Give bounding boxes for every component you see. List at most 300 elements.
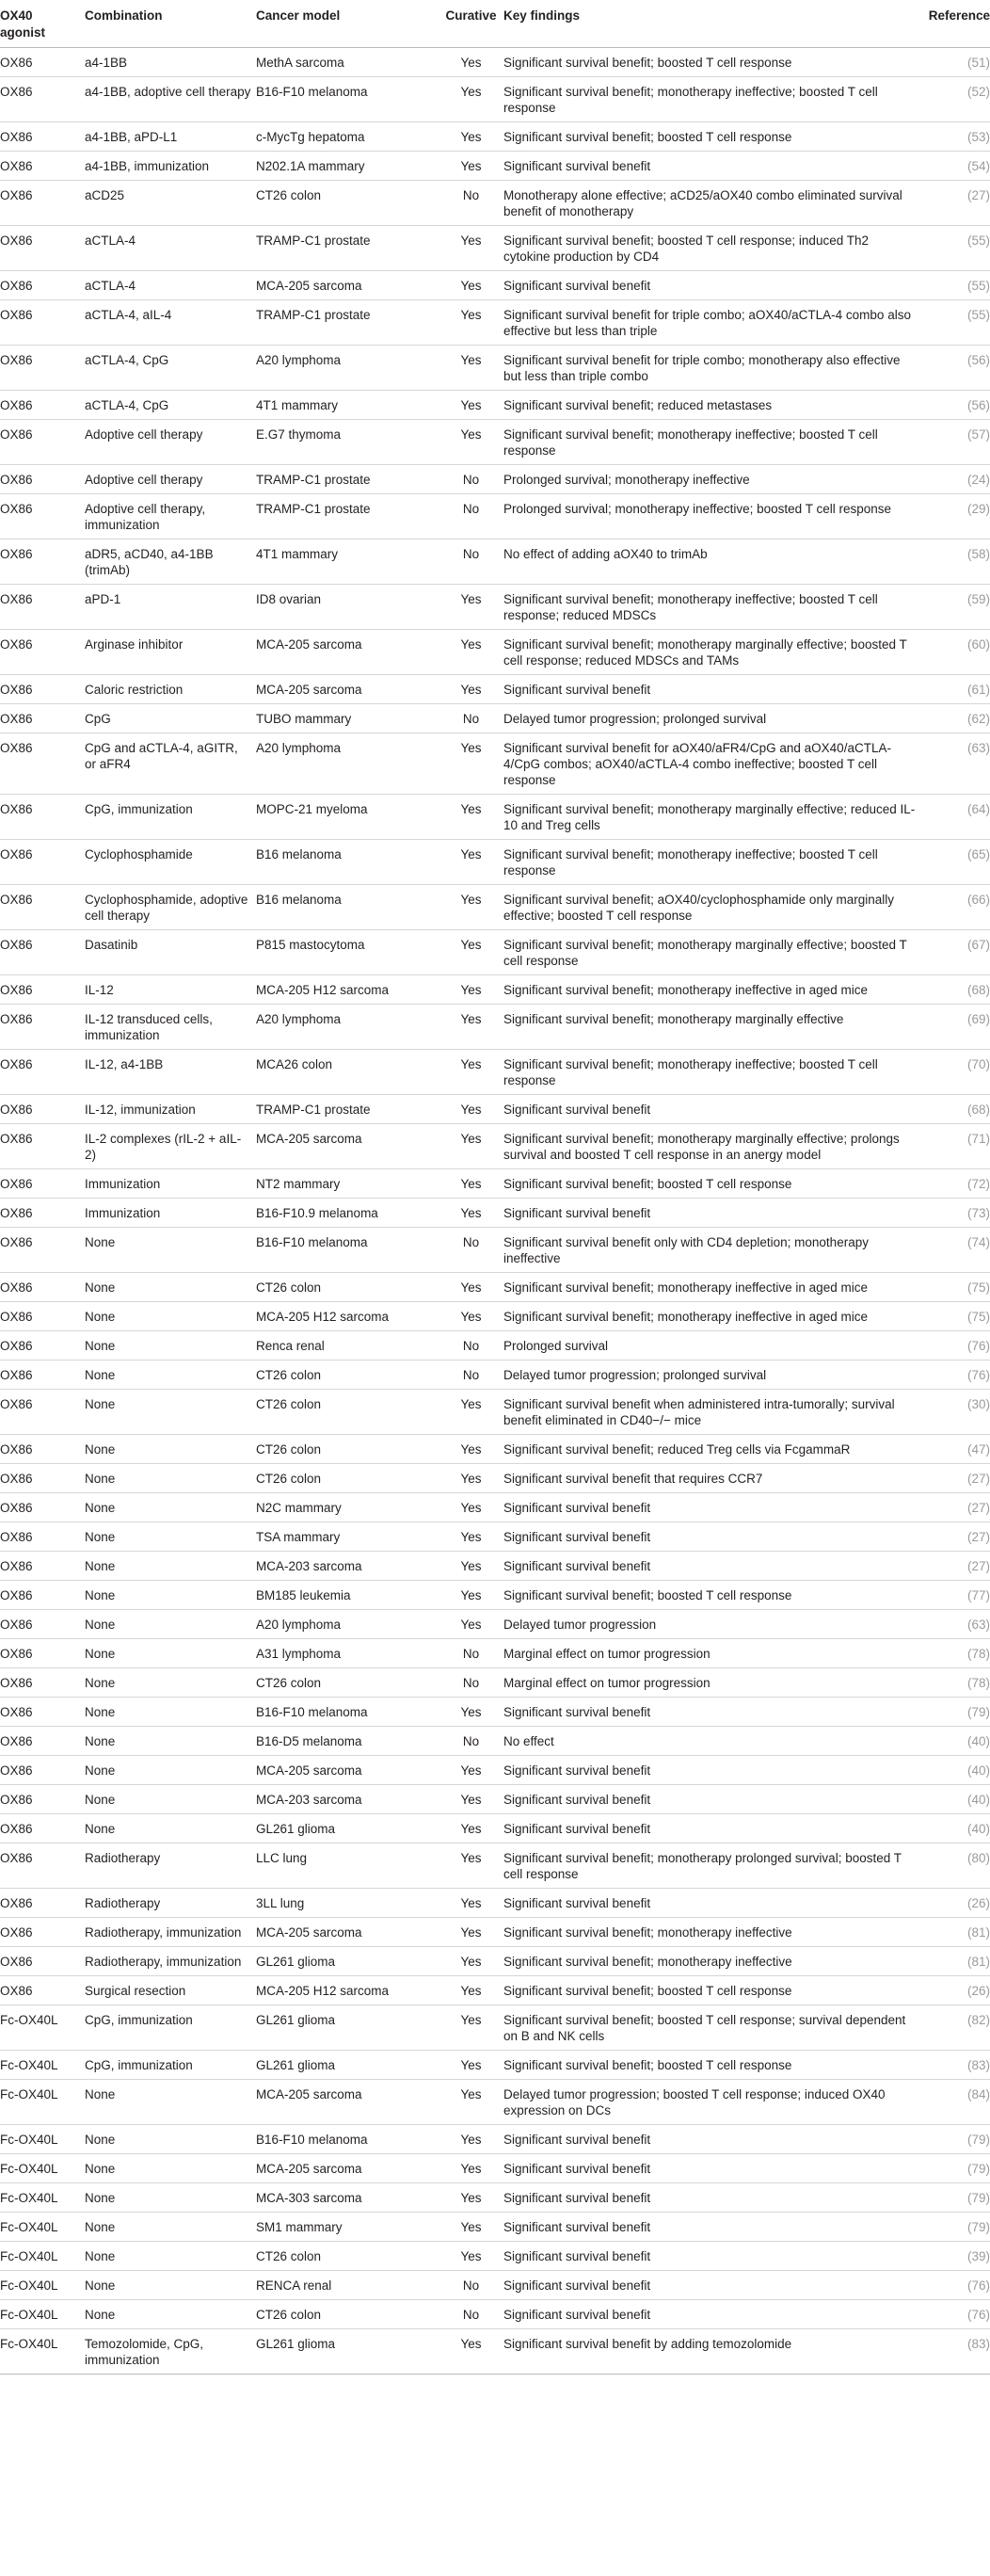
ox40-agonist-cell: OX86 [0,975,85,1005]
curative-cell: No [442,539,503,585]
reference-cell[interactable]: (82) [920,2005,990,2051]
reference-cell[interactable]: (40) [920,1756,990,1785]
ox40-agonist-cell: OX86 [0,1493,85,1522]
header-cancer-model: Cancer model [256,0,442,48]
combination-cell: None [85,1302,256,1331]
reference-cell[interactable]: (78) [920,1639,990,1668]
reference-cell[interactable]: (30) [920,1390,990,1435]
table-row [0,1552,990,1581]
table-row [0,494,990,539]
curative-cell: Yes [442,2213,503,2242]
header-row [0,0,990,48]
ox40-agonist-cell: OX86 [0,840,85,885]
combination-cell: None [85,1639,256,1668]
combination-cell: Immunization [85,1199,256,1228]
cancer-model-cell: NT2 mammary [256,1169,442,1199]
reference-cell[interactable]: (74) [920,1228,990,1273]
curative-cell: Yes [442,391,503,420]
reference-cell[interactable]: (79) [920,2125,990,2154]
reference-cell[interactable]: (81) [920,1918,990,1947]
combination-cell: None [85,1698,256,1727]
table-row [0,2125,990,2154]
ox40-agonist-cell: OX86 [0,1947,85,1976]
key-findings-cell: Significant survival benefit; monotherapy ineffective; boosted T cell response; reduced MDSCs [503,585,920,630]
curative-cell: Yes [442,1302,503,1331]
curative-cell: Yes [442,77,503,122]
combination-cell: aDR5, aCD40, a4-1BB (trimAb) [85,539,256,585]
reference-cell[interactable]: (83) [920,2329,990,2375]
reference-cell[interactable]: (27) [920,1522,990,1552]
curative-cell: Yes [442,2080,503,2125]
combination-cell: Adoptive cell therapy [85,465,256,494]
reference-cell[interactable]: (54) [920,152,990,181]
table-row [0,975,990,1005]
cancer-model-cell: E.G7 thymoma [256,420,442,465]
cancer-model-cell: MCA-205 sarcoma [256,1756,442,1785]
ox40-agonist-cell: Fc-OX40L [0,2005,85,2051]
combination-cell: Adoptive cell therapy, immunization [85,494,256,539]
cancer-model-cell: A20 lymphoma [256,1610,442,1639]
reference-cell[interactable]: (71) [920,1124,990,1169]
table-row [0,1435,990,1464]
combination-cell: None [85,1228,256,1273]
ox40-agonist-cell: Fc-OX40L [0,2242,85,2271]
cancer-model-cell: A20 lymphoma [256,346,442,391]
table-row [0,271,990,300]
table-row [0,2329,990,2375]
table-row [0,630,990,675]
ox40-agonist-cell: OX86 [0,1785,85,1814]
reference-cell[interactable]: (65) [920,840,990,885]
table-row [0,733,990,795]
curative-cell: No [442,1331,503,1360]
cancer-model-cell: MethA sarcoma [256,48,442,77]
reference-cell[interactable]: (84) [920,2080,990,2125]
table-row [0,2154,990,2183]
table-row [0,226,990,271]
cancer-model-cell: GL261 glioma [256,2051,442,2080]
curative-cell: Yes [442,346,503,391]
ox40-agonist-cell: OX86 [0,1331,85,1360]
cancer-model-cell: N2C mammary [256,1493,442,1522]
reference-cell[interactable]: (55) [920,226,990,271]
key-findings-cell: Significant survival benefit that requires CCR7 [503,1464,920,1493]
reference-cell[interactable]: (27) [920,181,990,226]
cancer-model-cell: CT26 colon [256,1273,442,1302]
combination-cell: Dasatinib [85,930,256,975]
reference-cell[interactable]: (53) [920,122,990,152]
combination-cell: None [85,1581,256,1610]
reference-cell[interactable]: (75) [920,1302,990,1331]
combination-cell: None [85,2125,256,2154]
key-findings-cell: Significant survival benefit; boosted T cell response [503,1169,920,1199]
table-row [0,1756,990,1785]
key-findings-cell: Significant survival benefit [503,1199,920,1228]
ox40-agonist-cell: OX86 [0,704,85,733]
reference-cell[interactable]: (76) [920,2300,990,2329]
curative-cell: No [442,1668,503,1698]
ox40-agonist-cell: OX86 [0,1843,85,1889]
cancer-model-cell: CT26 colon [256,1435,442,1464]
reference-cell[interactable]: (58) [920,539,990,585]
reference-cell[interactable]: (27) [920,1493,990,1522]
ox40-agonist-cell: OX86 [0,391,85,420]
key-findings-cell: Significant survival benefit; boosted T cell response [503,2051,920,2080]
reference-cell[interactable]: (39) [920,2242,990,2271]
key-findings-cell: Significant survival benefit; boosted T cell response [503,48,920,77]
reference-cell[interactable]: (64) [920,795,990,840]
table-row [0,930,990,975]
cancer-model-cell: TUBO mammary [256,704,442,733]
key-findings-cell: Significant survival benefit [503,2154,920,2183]
cancer-model-cell: B16 melanoma [256,885,442,930]
reference-cell[interactable]: (77) [920,1581,990,1610]
key-findings-cell: Delayed tumor progression; boosted T cell response; induced OX40 expression on DCs [503,2080,920,2125]
key-findings-cell: Significant survival benefit; boosted T cell response [503,122,920,152]
table-row [0,2005,990,2051]
cancer-model-cell: B16-D5 melanoma [256,1727,442,1756]
cancer-model-cell: MCA-205 sarcoma [256,2154,442,2183]
table-row [0,2242,990,2271]
header-key-findings: Key findings [503,0,920,48]
curative-cell: Yes [442,1947,503,1976]
curative-cell: Yes [442,2051,503,2080]
cancer-model-cell: MCA-205 H12 sarcoma [256,1302,442,1331]
combination-cell: Surgical resection [85,1976,256,2005]
ox40-agonist-cell: OX86 [0,585,85,630]
cancer-model-cell: 3LL lung [256,1889,442,1918]
table-row [0,152,990,181]
cancer-model-cell: c-MycTg hepatoma [256,122,442,152]
ox40-agonist-cell: OX86 [0,539,85,585]
key-findings-cell: Significant survival benefit; boosted T cell response; survival dependent on B and NK cells [503,2005,920,2051]
reference-cell[interactable]: (73) [920,1199,990,1228]
cancer-model-cell: B16-F10 melanoma [256,1228,442,1273]
table-row [0,1918,990,1947]
curative-cell: Yes [442,1464,503,1493]
combination-cell: Radiotherapy, immunization [85,1947,256,1976]
key-findings-cell: Significant survival benefit [503,2183,920,2213]
cancer-model-cell: CT26 colon [256,1464,442,1493]
table-row [0,1228,990,1273]
reference-cell[interactable]: (68) [920,975,990,1005]
cancer-model-cell: GL261 glioma [256,1814,442,1843]
table-row [0,1005,990,1050]
reference-cell[interactable]: (24) [920,465,990,494]
key-findings-cell: Significant survival benefit; monotherapy ineffective in aged mice [503,1273,920,1302]
key-findings-cell: Significant survival benefit [503,2213,920,2242]
curative-cell: Yes [442,2005,503,2051]
header-curative: Curative [442,0,503,48]
reference-cell[interactable]: (40) [920,1727,990,1756]
curative-cell: Yes [442,1889,503,1918]
reference-cell[interactable]: (55) [920,300,990,346]
reference-cell[interactable]: (78) [920,1668,990,1698]
key-findings-cell: Monotherapy alone effective; aCD25/aOX40 combo eliminated survival benefit of monotherapy [503,181,920,226]
reference-cell[interactable]: (56) [920,391,990,420]
curative-cell: Yes [442,1435,503,1464]
reference-cell[interactable]: (60) [920,630,990,675]
key-findings-cell: Significant survival benefit [503,2242,920,2271]
combination-cell: None [85,1493,256,1522]
curative-cell: No [442,181,503,226]
reference-cell[interactable]: (27) [920,1552,990,1581]
combination-cell: None [85,1785,256,1814]
ox40-agonist-cell: OX86 [0,1124,85,1169]
key-findings-cell: Significant survival benefit [503,2271,920,2300]
key-findings-cell: Significant survival benefit [503,1493,920,1522]
key-findings-cell: No effect of adding aOX40 to trimAb [503,539,920,585]
combination-cell: aCTLA-4, CpG [85,391,256,420]
table-row [0,391,990,420]
reference-cell[interactable]: (63) [920,1610,990,1639]
curative-cell: Yes [442,300,503,346]
curative-cell: Yes [442,1581,503,1610]
cancer-model-cell: CT26 colon [256,2300,442,2329]
cancer-model-cell: B16-F10.9 melanoma [256,1199,442,1228]
ox40-agonist-cell: OX86 [0,1727,85,1756]
combination-cell: CpG, immunization [85,2051,256,2080]
cancer-model-cell: SM1 mammary [256,2213,442,2242]
cancer-model-cell: CT26 colon [256,1360,442,1390]
key-findings-cell: Significant survival benefit for triple combo; monotherapy also effective but less than triple combo [503,346,920,391]
curative-cell: Yes [442,1124,503,1169]
table-row [0,48,990,77]
table-row [0,2051,990,2080]
reference-cell[interactable]: (83) [920,2051,990,2080]
reference-cell[interactable]: (56) [920,346,990,391]
ox40-agonist-cell: Fc-OX40L [0,2183,85,2213]
reference-cell[interactable]: (26) [920,1889,990,1918]
table-row [0,1169,990,1199]
curative-cell: Yes [442,1843,503,1889]
cancer-model-cell: MCA-303 sarcoma [256,2183,442,2213]
curative-cell: Yes [442,1169,503,1199]
key-findings-cell: Delayed tumor progression; prolonged survival [503,1360,920,1390]
ox40-agonist-cell: Fc-OX40L [0,2329,85,2375]
header-ox40-agonist: OX40 agonist [0,0,85,48]
curative-cell: Yes [442,1785,503,1814]
key-findings-cell: Significant survival benefit [503,1522,920,1552]
combination-cell: CpG, immunization [85,795,256,840]
combination-cell: None [85,1464,256,1493]
curative-cell: Yes [442,48,503,77]
combination-cell: Radiotherapy [85,1889,256,1918]
combination-cell: Arginase inhibitor [85,630,256,675]
combination-cell: IL-12, immunization [85,1095,256,1124]
table-row [0,795,990,840]
combination-cell: IL-2 complexes (rIL-2 + aIL-2) [85,1124,256,1169]
reference-cell[interactable]: (63) [920,733,990,795]
table-row [0,1390,990,1435]
reference-cell[interactable]: (76) [920,2271,990,2300]
combination-cell: Adoptive cell therapy [85,420,256,465]
key-findings-cell: Prolonged survival; monotherapy ineffective [503,465,920,494]
reference-cell[interactable]: (79) [920,1698,990,1727]
reference-cell[interactable]: (69) [920,1005,990,1050]
reference-cell[interactable]: (57) [920,420,990,465]
key-findings-cell: Significant survival benefit [503,1095,920,1124]
cancer-model-cell: A20 lymphoma [256,733,442,795]
reference-cell[interactable]: (80) [920,1843,990,1889]
ox40-agonist-cell: OX86 [0,77,85,122]
cancer-model-cell: TRAMP-C1 prostate [256,226,442,271]
combination-cell: None [85,1435,256,1464]
table-body [0,48,990,2375]
table-row [0,1050,990,1095]
key-findings-cell: Significant survival benefit [503,1785,920,1814]
ox40-agonist-cell: OX86 [0,1610,85,1639]
combination-cell: None [85,1273,256,1302]
key-findings-cell: Significant survival benefit; monotherapy ineffective in aged mice [503,1302,920,1331]
cancer-model-cell: Renca renal [256,1331,442,1360]
reference-cell[interactable]: (26) [920,1976,990,2005]
ox40-agonist-cell: OX86 [0,1814,85,1843]
reference-cell[interactable]: (66) [920,885,990,930]
ox40-agonist-cell: OX86 [0,1976,85,2005]
cancer-model-cell: B16 melanoma [256,840,442,885]
curative-cell: Yes [442,1199,503,1228]
curative-cell: Yes [442,1698,503,1727]
reference-cell[interactable]: (79) [920,2183,990,2213]
cancer-model-cell: MCA-205 sarcoma [256,630,442,675]
ox40-agonist-cell: OX86 [0,1273,85,1302]
table-row [0,539,990,585]
reference-cell[interactable]: (72) [920,1169,990,1199]
key-findings-cell: Significant survival benefit; boosted T cell response [503,1976,920,2005]
reference-cell[interactable]: (70) [920,1050,990,1095]
combination-cell: CpG and aCTLA-4, aGITR, or aFR4 [85,733,256,795]
key-findings-cell: Significant survival benefit [503,152,920,181]
reference-cell[interactable]: (27) [920,1464,990,1493]
curative-cell: Yes [442,1493,503,1522]
combination-cell: CpG [85,704,256,733]
combination-cell: None [85,2242,256,2271]
curative-cell: Yes [442,2242,503,2271]
ox40-agonist-cell: OX86 [0,930,85,975]
reference-cell[interactable]: (62) [920,704,990,733]
curative-cell: No [442,1639,503,1668]
key-findings-cell: Marginal effect on tumor progression [503,1668,920,1698]
reference-cell[interactable]: (76) [920,1360,990,1390]
table-row [0,1947,990,1976]
key-findings-cell: Significant survival benefit; boosted T cell response [503,1581,920,1610]
table-row [0,1814,990,1843]
cancer-model-cell: GL261 glioma [256,1947,442,1976]
cancer-model-cell: LLC lung [256,1843,442,1889]
cancer-model-cell: TRAMP-C1 prostate [256,300,442,346]
key-findings-cell: Significant survival benefit [503,1698,920,1727]
key-findings-cell: Significant survival benefit for triple combo; aOX40/aCTLA-4 combo also effective but less than triple [503,300,920,346]
curative-cell: No [442,1360,503,1390]
table-row [0,1124,990,1169]
reference-cell[interactable]: (29) [920,494,990,539]
combination-cell: Radiotherapy, immunization [85,1918,256,1947]
combination-cell: aCTLA-4, aIL-4 [85,300,256,346]
ox40-agonist-cell: OX86 [0,1435,85,1464]
ox40-agonist-cell: OX86 [0,675,85,704]
reference-cell[interactable]: (55) [920,271,990,300]
curative-cell: No [442,2300,503,2329]
curative-cell: Yes [442,1050,503,1095]
table-row [0,1976,990,2005]
combination-cell: IL-12 [85,975,256,1005]
table-row [0,1360,990,1390]
combination-cell: None [85,1756,256,1785]
cancer-model-cell: MCA-205 sarcoma [256,675,442,704]
reference-cell[interactable]: (68) [920,1095,990,1124]
reference-cell[interactable]: (51) [920,48,990,77]
combination-cell: aCD25 [85,181,256,226]
cancer-model-cell: 4T1 mammary [256,539,442,585]
reference-cell[interactable]: (79) [920,2154,990,2183]
combination-cell: None [85,2080,256,2125]
reference-cell[interactable]: (79) [920,2213,990,2242]
reference-cell[interactable]: (67) [920,930,990,975]
cancer-model-cell: RENCA renal [256,2271,442,2300]
table-row [0,585,990,630]
reference-cell[interactable]: (61) [920,675,990,704]
cancer-model-cell: GL261 glioma [256,2005,442,2051]
key-findings-cell: Prolonged survival; monotherapy ineffective; boosted T cell response [503,494,920,539]
curative-cell: Yes [442,2183,503,2213]
ox40-agonist-cell: OX86 [0,1464,85,1493]
cancer-model-cell: A31 lymphoma [256,1639,442,1668]
reference-cell[interactable]: (47) [920,1435,990,1464]
cancer-model-cell: A20 lymphoma [256,1005,442,1050]
cancer-model-cell: B16-F10 melanoma [256,2125,442,2154]
key-findings-cell: Significant survival benefit; monotherapy ineffective [503,1947,920,1976]
reference-cell[interactable]: (40) [920,1814,990,1843]
table-row [0,2300,990,2329]
ox40-agonist-cell: OX86 [0,1005,85,1050]
combination-cell: None [85,2154,256,2183]
reference-cell[interactable]: (75) [920,1273,990,1302]
combination-cell: None [85,2213,256,2242]
curative-cell: No [442,704,503,733]
curative-cell: No [442,1727,503,1756]
table-row [0,2271,990,2300]
header-combination: Combination [85,0,256,48]
ox40-agonist-cell: OX86 [0,1199,85,1228]
curative-cell: Yes [442,1005,503,1050]
combination-cell: None [85,1331,256,1360]
header-reference: Reference [920,0,990,48]
ox40-agonist-cell: OX86 [0,1889,85,1918]
reference-cell[interactable]: (40) [920,1785,990,1814]
combination-cell: aCTLA-4 [85,271,256,300]
reference-cell[interactable]: (52) [920,77,990,122]
combination-cell: Radiotherapy [85,1843,256,1889]
combination-cell: None [85,1390,256,1435]
reference-cell[interactable]: (81) [920,1947,990,1976]
table-row [0,1668,990,1698]
cancer-model-cell: B16-F10 melanoma [256,77,442,122]
table-row [0,1639,990,1668]
curative-cell: Yes [442,2329,503,2375]
table-row [0,2213,990,2242]
combination-cell: None [85,1522,256,1552]
key-findings-cell: Significant survival benefit; reduced metastases [503,391,920,420]
reference-cell[interactable]: (59) [920,585,990,630]
ox40-agonist-cell: OX86 [0,733,85,795]
ox40-agonist-cell: Fc-OX40L [0,2271,85,2300]
ox40-agonist-cell: OX86 [0,1698,85,1727]
table-row [0,675,990,704]
ox40-agonist-cell: OX86 [0,1522,85,1552]
reference-cell[interactable]: (76) [920,1331,990,1360]
cancer-model-cell: P815 mastocytoma [256,930,442,975]
